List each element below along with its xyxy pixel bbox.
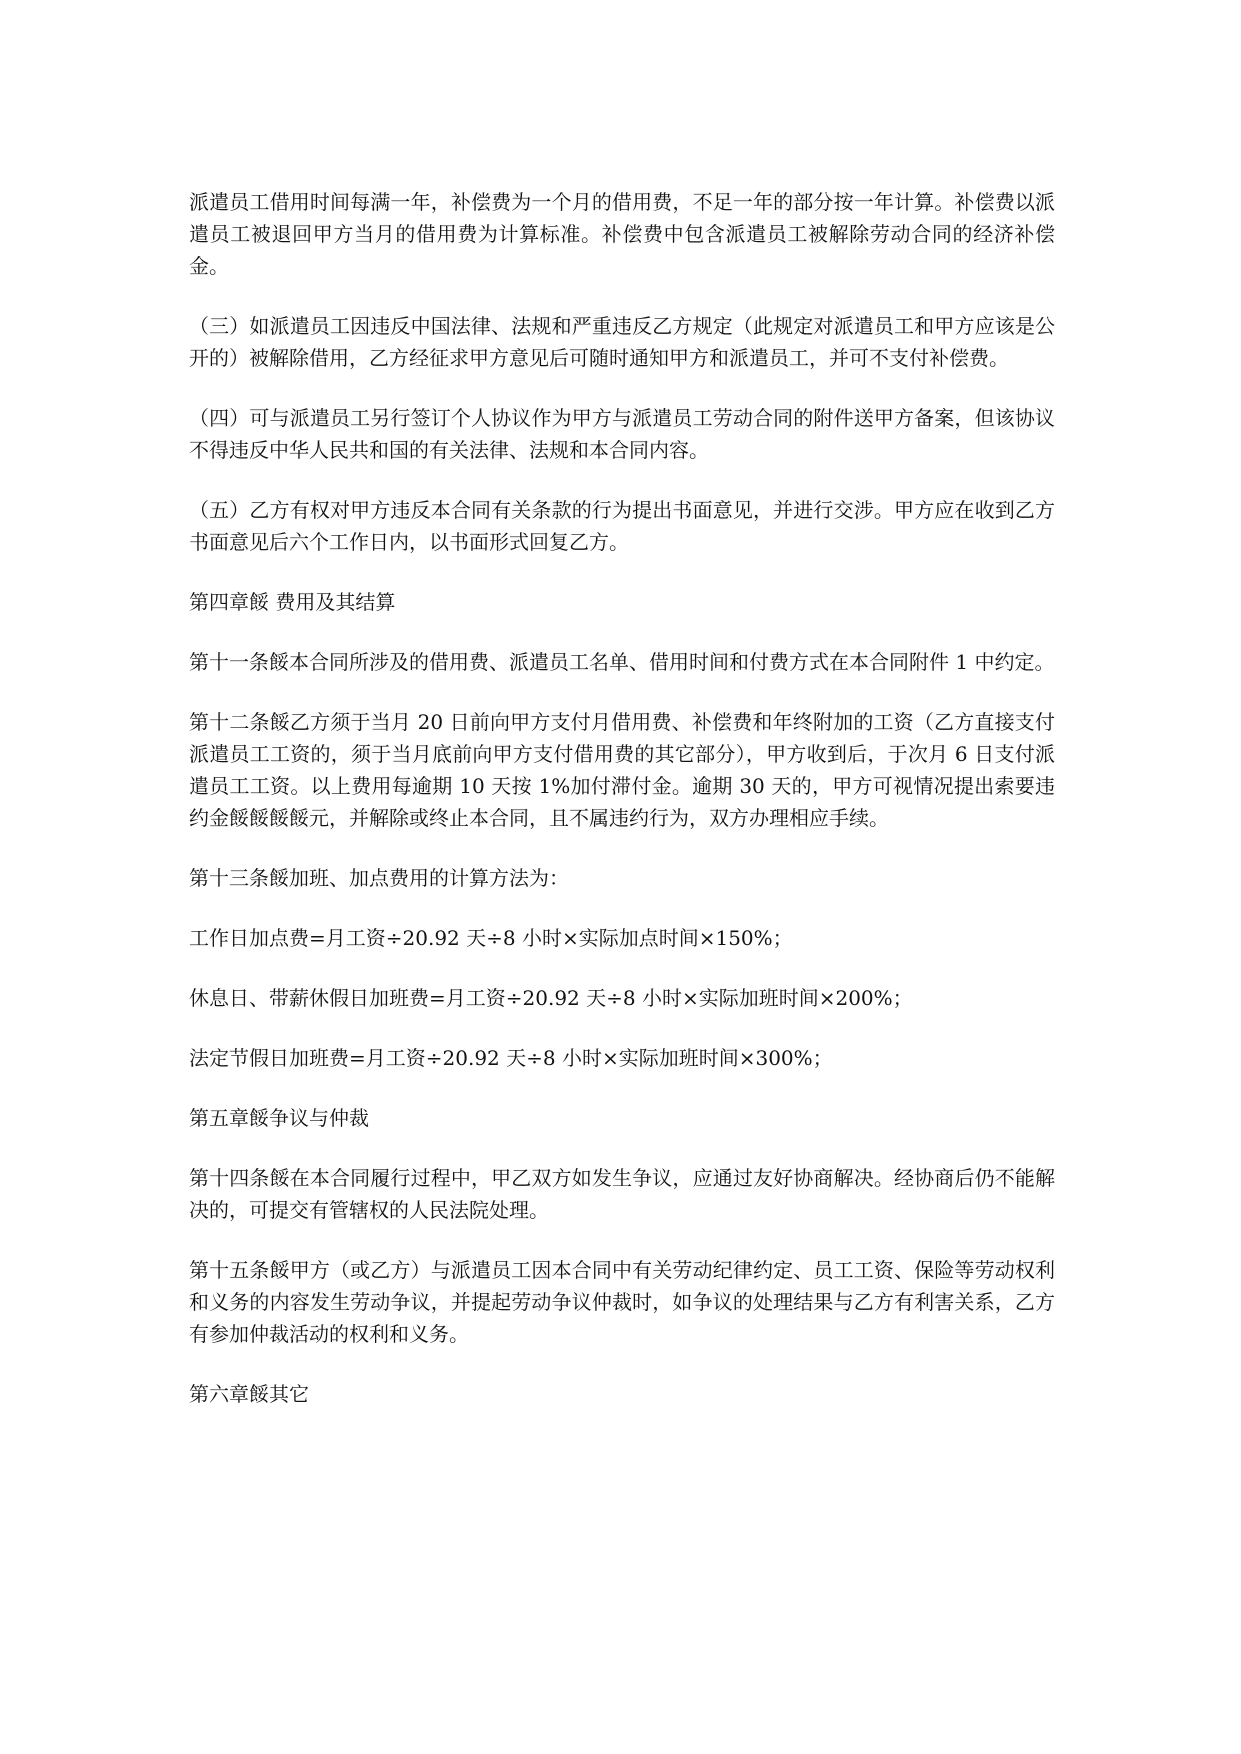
article-11: 第十一条餒本合同所涉及的借用费、派遣员工名单、借用时间和付费方式在本合同附件 1 中约定。	[189, 650, 1055, 674]
article-13: 第十三条餒加班、加点费用的计算方法为：	[189, 866, 569, 890]
overtime-workday-formula: 工作日加点费=月工资÷20.92 天÷8 小时×实际加点时间×150%；	[189, 926, 793, 950]
document-body	[189, 186, 1055, 1438]
chapter-4-heading: 第四章餒 费用及其结算	[189, 590, 396, 614]
paragraph-clause-3: （三）如派遣员工因违反中国法律、法规和严重违反乙方规定（此规定对派遣员工和甲方应该是公开的）被解除借用，乙方经征求甲方意见后可随时通知甲方和派遣员工，并可不支付补偿费。	[189, 314, 1055, 370]
overtime-restday-formula: 休息日、带薪休假日加班费=月工资÷20.92 天÷8 小时×实际加班时间×200%；	[189, 986, 913, 1010]
paragraph-compensation-calc: 派遣员工借用时间每满一年，补偿费为一个月的借用费，不足一年的部分按一年计算。补偿费以派遣员工被退回甲方当月的借用费为计算标准。补偿费中包含派遣员工被解除劳动合同的经济补偿金。	[189, 190, 1055, 278]
overtime-holiday-formula: 法定节假日加班费=月工资÷20.92 天÷8 小时×实际加班时间×300%；	[189, 1046, 833, 1070]
article-15: 第十五条餒甲方（或乙方）与派遣员工因本合同中有关劳动纪律约定、员工工资、保险等劳动权利和义务的内容发生劳动争议，并提起劳动争议仲裁时，如争议的处理结果与乙方有利害关系，乙方有参加仲裁活动的权利和义务。	[189, 1258, 1055, 1346]
paragraph-clause-5: （五）乙方有权对甲方违反本合同有关条款的行为提出书面意见，并进行交涉。甲方应在收到乙方书面意见后六个工作日内，以书面形式回复乙方。	[189, 498, 1055, 554]
chapter-6-heading: 第六章餒其它	[189, 1382, 309, 1406]
chapter-5-heading: 第五章餒争议与仲裁	[189, 1106, 369, 1130]
paragraph-clause-4: （四）可与派遣员工另行签订个人协议作为甲方与派遣员工劳动合同的附件送甲方备案，但该协议不得违反中华人民共和国的有关法律、法规和本合同内容。	[189, 406, 1055, 462]
article-12: 第十二条餒乙方须于当月 20 日前向甲方支付月借用费、补偿费和年终附加的工资（乙方直接支付派遣员工工资的，须于当月底前向甲方支付借用费的其它部分），甲方收到后，于次月 6 日支付派遣员工工资。以上费用每逾期 10 天按 1%加付滞付金。逾期 30 天的，甲方可视情况提出索要违约金餒餒餒餒元，并解除或终止本合同，且不属违约行为，双方办理相应手续。	[189, 710, 1055, 830]
article-14: 第十四条餒在本合同履行过程中，甲乙双方如发生争议，应通过友好协商解决。经协商后仍不能解决的，可提交有管辖权的人民法院处理。	[189, 1166, 1055, 1222]
